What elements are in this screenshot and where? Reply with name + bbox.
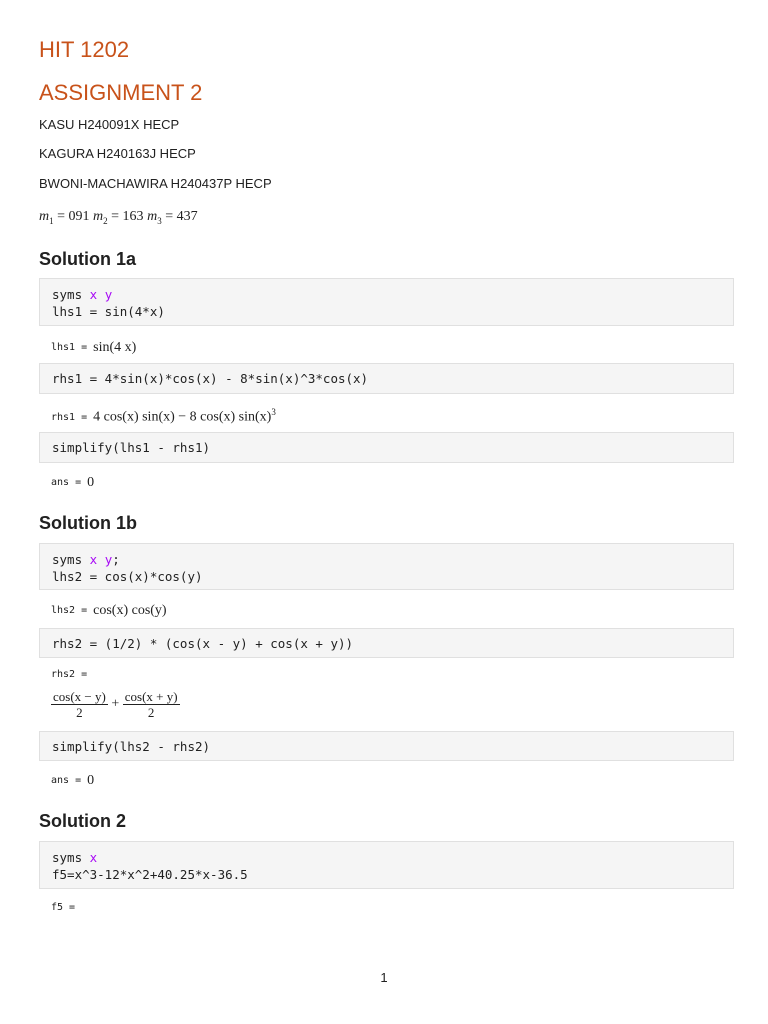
m3-value: = 437	[165, 209, 198, 224]
code-line: syms x	[52, 850, 98, 865]
output-rhs2-value: $\frac{\cos(x - y)}{2}$ + $\frac{\cos(x + y)}{2}$	[53, 689, 178, 720]
code-line: lhs1 = sin(4*x)	[52, 304, 165, 319]
code-line: syms x y	[52, 287, 113, 302]
code-cell-1b-2[interactable]: rhs2 = (1/2) * (cos(x - y) + cos(x + y))	[39, 628, 734, 658]
code-line: lhs2 = cos(x)*cos(y)	[52, 569, 203, 584]
code-cell-1b-1[interactable]	[39, 543, 734, 590]
heading-solution-2: Solution 2	[39, 811, 126, 831]
output-rhs2-label: rhs2 =	[51, 669, 88, 680]
fraction: $\frac{\cos(x - y)}{2}$	[53, 689, 106, 720]
code-cell-1a-1[interactable]	[39, 278, 734, 326]
author-line-1: KASU H240091X HECP	[39, 117, 180, 132]
course-title: HIT 1202	[39, 37, 130, 62]
assignment-title: ASSIGNMENT 2	[39, 80, 203, 105]
page-number: 1	[380, 970, 388, 985]
m2-value: = 163	[111, 209, 144, 224]
m1-value: = 091	[57, 209, 90, 224]
code-cell-1a-3[interactable]: simplify(lhs1 - rhs1)	[39, 432, 734, 463]
code-cell-1a-2[interactable]: rhs1 = 4*sin(x)*cos(x) - 8*sin(x)^3*cos(x)	[39, 363, 734, 394]
output-ans-1a: ans = 0	[51, 475, 95, 490]
fraction: $\frac{\cos(x + y)}{2}$	[124, 689, 178, 720]
heading-solution-1a: Solution 1a	[39, 249, 137, 269]
code-line: syms x y;	[52, 552, 120, 567]
m-values-line: $m_1 = 091$ $m_2 = 163$ $m_3 = 437$	[39, 209, 198, 226]
code-cell-1b-3[interactable]: simplify(lhs2 - rhs2)	[39, 731, 734, 761]
author-line-3: BWONI-MACHAWIRA H240437P HECP	[39, 176, 272, 191]
code-line: f5=x^3-12*x^2+40.25*x-36.5	[52, 867, 248, 882]
output-lhs2: lhs2 = cos(x) cos(y)	[51, 603, 167, 618]
output-f5-label: f5 =	[51, 902, 76, 913]
heading-solution-1b: Solution 1b	[39, 513, 137, 533]
output-lhs1: lhs1 = sin(4 x)	[51, 340, 137, 355]
author-line-2: KAGURA H240163J HECP	[39, 146, 196, 161]
output-rhs1: rhs1 = 4 cos(x) sin(x) − 8 cos(x) $\sin(x)^3$	[51, 407, 276, 425]
code-cell-2-1[interactable]	[39, 841, 734, 889]
output-ans-1b: ans = 0	[51, 773, 95, 788]
